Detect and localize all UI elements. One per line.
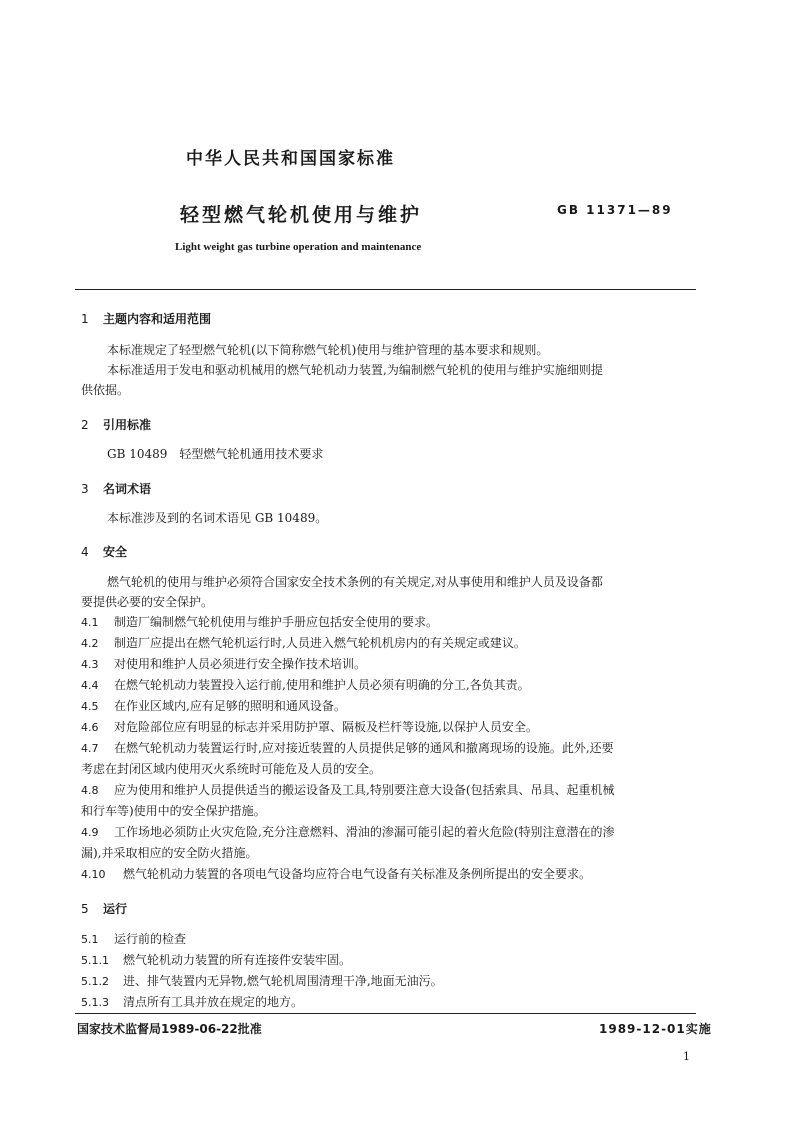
section-number: 5 (81, 902, 89, 916)
section-4-heading (81, 543, 127, 560)
paragraph: 本标准涉及到的名词术语见 GB 10489。 (107, 511, 328, 525)
section-title: 主题内容和适用范围 (103, 312, 212, 326)
clause-4-4: 4.4 在燃气轮机动力装置投入运行前,使用和维护人员必须有明确的分工,各负其责。 (81, 678, 530, 692)
paragraph: 本标准适用于发电和驱动机械用的燃气轮机动力装置,为编制燃气轮机的使用与维护实施细则提 (107, 363, 603, 377)
top-divider (75, 289, 696, 290)
section-3-heading (81, 480, 151, 497)
section-number: 2 (81, 418, 89, 432)
clause-4-9-continuation: 漏),并采取相应的安全防火措施。 (81, 846, 258, 860)
clause-5-1-1: 5.1.1 燃气轮机动力装置的所有连接件安装牢固。 (81, 953, 352, 967)
section-2-heading (81, 416, 151, 433)
section-number: 1 (81, 312, 89, 326)
clause-5-1: 5.1 运行前的检查 (81, 932, 187, 946)
clause-4-10: 4.10 燃气轮机动力装置的各项电气设备均应符合电气设备有关标准及条例所提出的安全要求。 (81, 867, 592, 881)
reference-standard: GB 10489 轻型燃气轮机通用技术要求 (107, 447, 324, 461)
paragraph-continuation: 供依据。 (81, 383, 130, 397)
clause-5-1-3: 5.1.3 清点所有工具并放在规定的地方。 (81, 995, 304, 1009)
paragraph: 本标准规定了轻型燃气轮机(以下简称燃气轮机)使用与维护管理的基本要求和规则。 (107, 343, 549, 357)
bottom-divider (75, 1013, 696, 1014)
approval-note: 国家技术监督局1989-06-22批准 (77, 1022, 262, 1036)
page-number: 1 (683, 1050, 690, 1063)
standard-code: GB 11371—89 (557, 203, 673, 217)
section-5-heading (81, 900, 127, 917)
section-title: 引用标准 (103, 418, 152, 432)
section-number: 4 (81, 545, 89, 559)
effective-date: 1989-12-01实施 (599, 1022, 712, 1036)
country-standard-heading: 中华人民共和国国家标准 (186, 149, 395, 169)
section-title: 安全 (103, 545, 128, 559)
paragraph-continuation: 要提供必要的安全保护。 (81, 595, 214, 609)
clause-4-2: 4.2 制造厂应提出在燃气轮机运行时,人员进入燃气轮机机房内的有关规定或建议。 (81, 636, 526, 650)
clause-4-9: 4.9 工作场地必须防止火灾危险,充分注意燃料、滑油的渗漏可能引起的着火危险(特别注意潜在的渗 (81, 825, 615, 839)
clause-4-8-continuation: 和行车等)使用中的安全保护措施。 (81, 804, 266, 818)
paragraph: 燃气轮机的使用与维护必须符合国家安全技术条例的有关规定,对从事使用和维护人员及设备都 (107, 575, 603, 589)
english-title: Light weight gas turbine operation and maintenance (175, 241, 422, 253)
document-title: 轻型燃气轮机使用与维护 (180, 204, 423, 226)
section-number: 3 (81, 482, 89, 496)
clause-4-1: 4.1 制造厂编制燃气轮机使用与维护手册应包括安全使用的要求。 (81, 615, 439, 629)
clause-4-7-continuation: 考虑在封闭区域内使用灭火系统时可能危及人员的安全。 (81, 762, 382, 776)
clause-4-3: 4.3 对使用和维护人员必须进行安全操作技术培训。 (81, 657, 367, 671)
section-title: 运行 (103, 902, 128, 916)
clause-4-6: 4.6 对危险部位应有明显的标志并采用防护罩、隔板及栏杆等设施,以保护人员安全。 (81, 720, 538, 734)
section-1-heading (81, 310, 211, 327)
section-title: 名词术语 (103, 482, 152, 496)
clause-5-1-2: 5.1.2 进、排气装置内无异物,燃气轮机周围清理干净,地面无油污。 (81, 974, 443, 988)
clause-4-8: 4.8 应为使用和维护人员提供适当的搬运设备及工具,特别要注意大设备(包括索具、吊具、起重机械 (81, 783, 615, 797)
clause-4-7: 4.7 在燃气轮机动力装置运行时,应对接近装置的人员提供足够的通风和撤离现场的设施。此外,还要 (81, 741, 614, 755)
clause-4-5: 4.5 在作业区域内,应有足够的照明和通风设备。 (81, 699, 346, 713)
